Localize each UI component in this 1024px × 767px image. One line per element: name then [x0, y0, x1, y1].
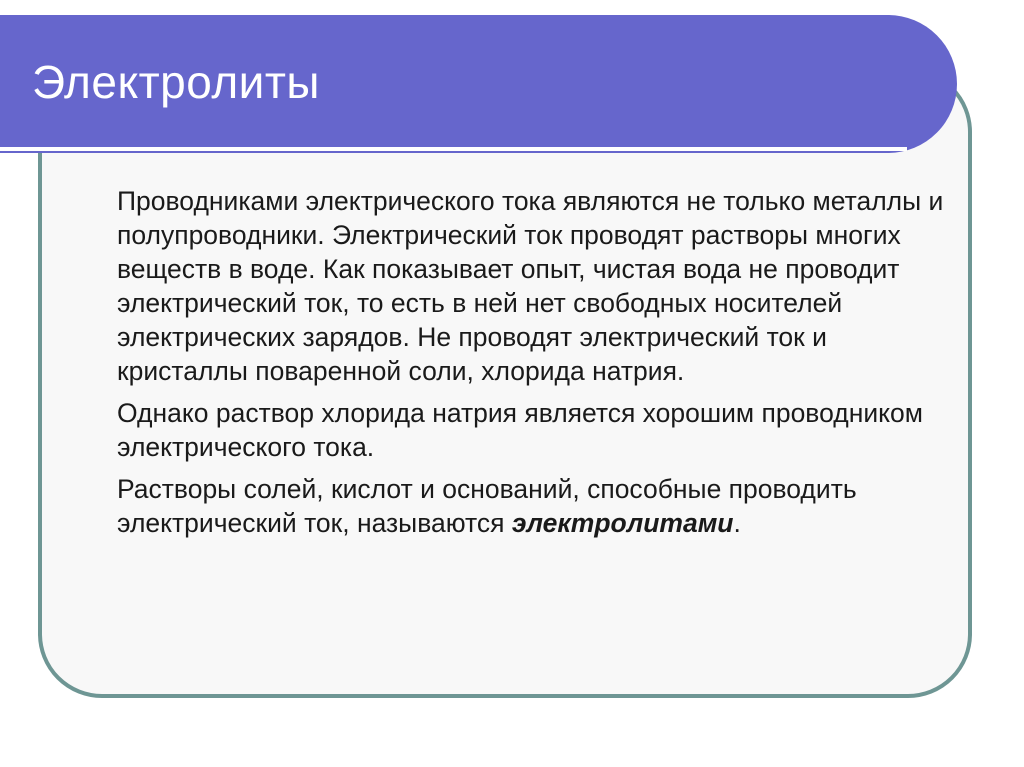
paragraph-2: Однако раствор хлорида натрия является хорошим проводником электрического тока. — [117, 398, 923, 462]
paragraph-3-end: . — [733, 508, 741, 538]
slide-body — [117, 184, 957, 548]
slide-title: Электролиты — [32, 56, 320, 108]
paragraph-3 — [117, 472, 957, 540]
paragraph-3-text: Растворы солей, кислот и оснований, способные проводить электрический ток, называются — [117, 474, 857, 538]
title-bar — [0, 15, 957, 153]
paragraph-1: Проводниками электрического тока являются не только металлы и полупроводники. Электрический ток проводят растворы многих веществ в воде. Как показывает опыт, чистая вода не проводит электрический ток, то есть в ней нет свободных носителей электрических зарядов. Не проводят электрический ток и кристаллы поваренной соли, хлорида натрия. — [117, 186, 944, 386]
emphasized-term: электролитами — [511, 508, 734, 538]
title-underline — [0, 147, 907, 151]
